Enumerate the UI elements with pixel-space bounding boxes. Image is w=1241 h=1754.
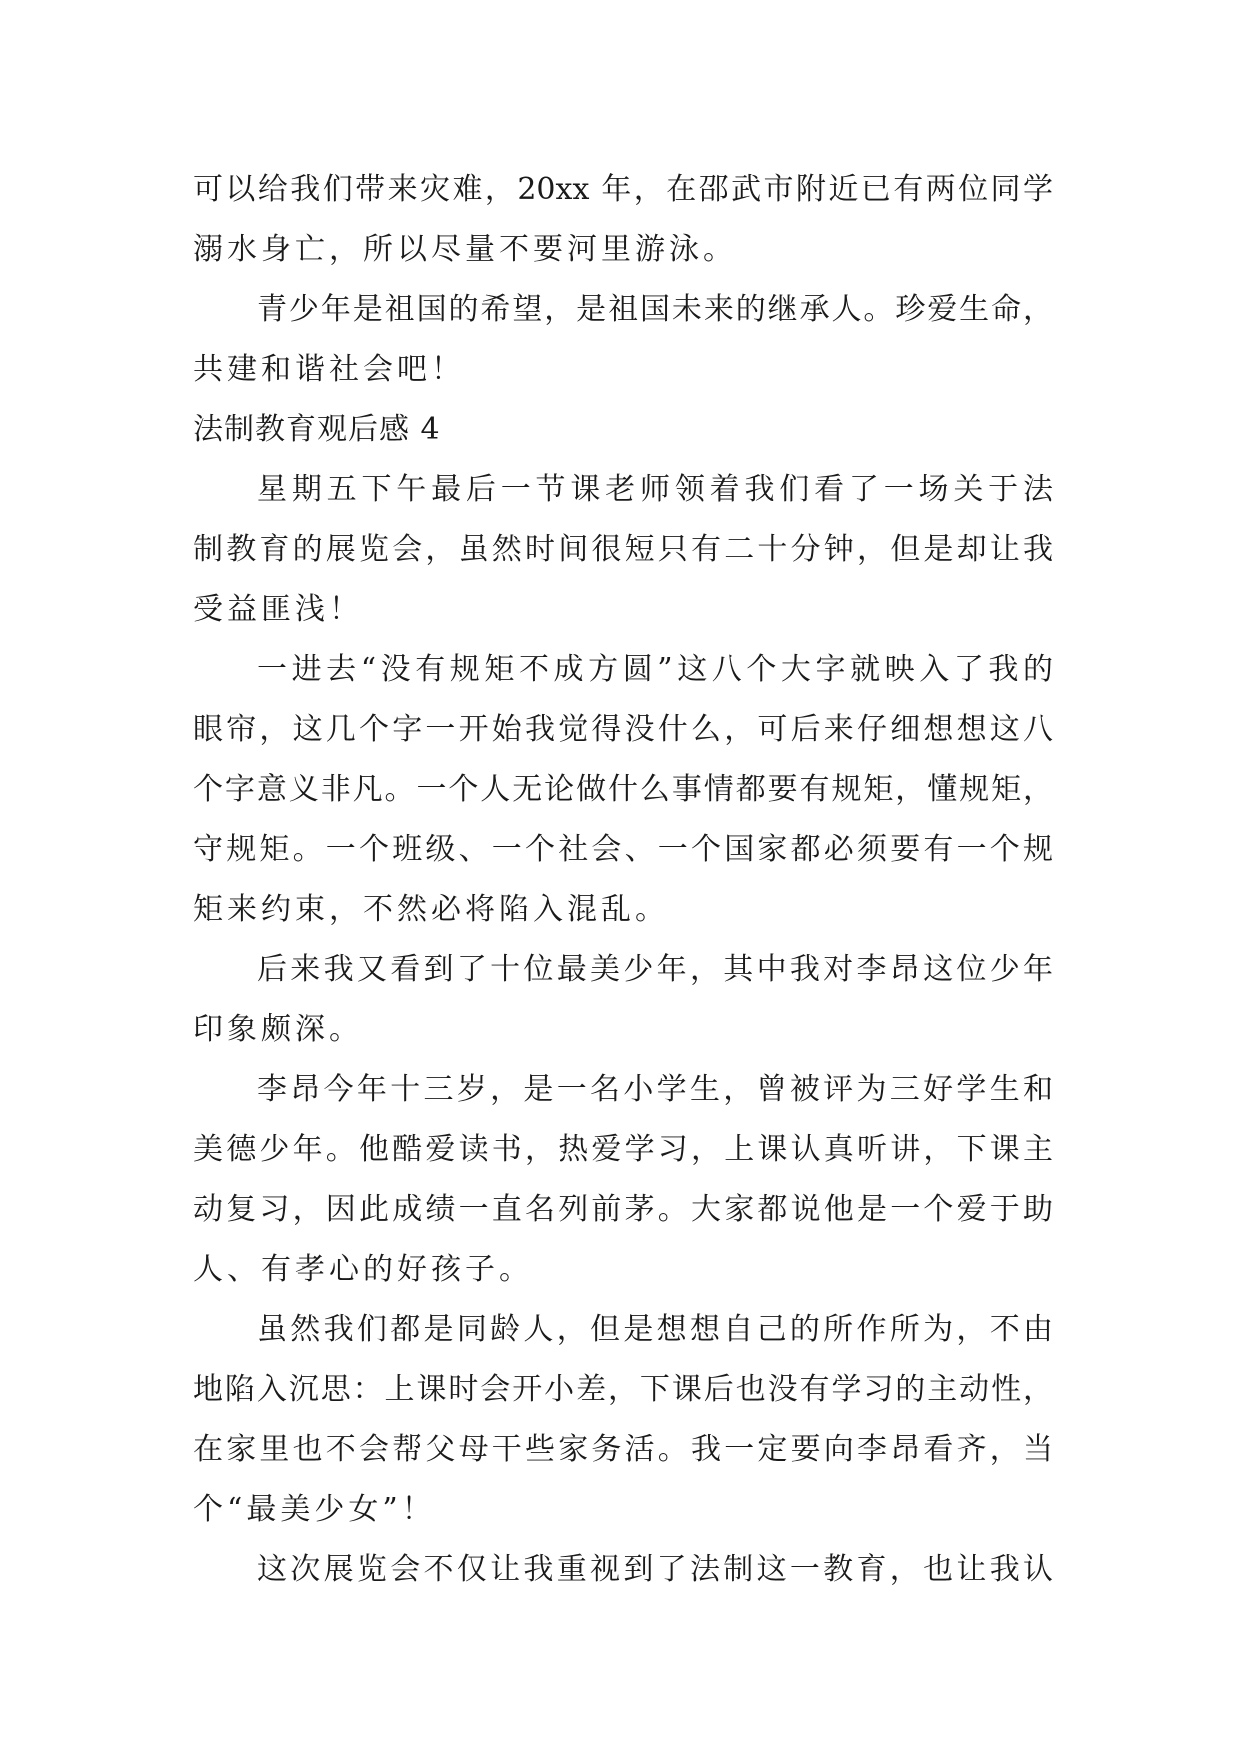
text-line: 制教育的展览会，虽然时间很短只有二十分钟，但是却让我 (193, 532, 1053, 567)
text-line: 矩来约束，不然必将陷入混乱。 (193, 892, 669, 927)
paragraph-first-line: 虽然我们都是同龄人，但是想想自己的所作所为，不由 (257, 1312, 1053, 1347)
document-body (193, 160, 1053, 1600)
text-line: 守规矩。一个班级、一个社会、一个国家都必须要有一个规 (193, 832, 1053, 867)
text-line: 在家里也不会帮父母干些家务活。我一定要向李昂看齐，当 (193, 1432, 1053, 1467)
text-line: 动复习，因此成绩一直名列前茅。大家都说他是一个爱于助 (193, 1192, 1053, 1227)
text-line: 眼帘，这几个字一开始我觉得没什么，可后来仔细想想这八 (193, 712, 1053, 747)
text-line: 共建和谐社会吧！ (193, 352, 465, 387)
paragraph-first-line: 这次展览会不仅让我重视到了法制这一教育，也让我认 (257, 1552, 1053, 1587)
text-line: 印象颇深。 (193, 1012, 363, 1047)
section-heading: 法制教育观后感 4 (193, 412, 441, 447)
text-line: 地陷入沉思：上课时会开小差，下课后也没有学习的主动性， (193, 1372, 1053, 1407)
text-line: 可以给我们带来灾难，20xx 年，在邵武市附近已有两位同学 (193, 172, 1053, 207)
text-line: 个字意义非凡。一个人无论做什么事情都要有规矩，懂规矩， (193, 772, 1053, 807)
paragraph-first-line: 青少年是祖国的希望，是祖国未来的继承人。珍爱生命， (257, 292, 1053, 327)
text-line: 受益匪浅！ (193, 592, 363, 627)
paragraph-first-line: 一进去“没有规矩不成方圆”这八个大字就映入了我的 (257, 652, 1053, 687)
text-line: 美德少年。他酷爱读书，热爱学习，上课认真听讲，下课主 (193, 1132, 1053, 1167)
text-line: 人、有孝心的好孩子。 (193, 1252, 533, 1287)
paragraph-first-line: 李昂今年十三岁，是一名小学生，曾被评为三好学生和 (257, 1072, 1053, 1107)
paragraph-first-line: 星期五下午最后一节课老师领着我们看了一场关于法 (257, 472, 1053, 507)
text-line: 个“最美少女”！ (193, 1492, 436, 1527)
paragraph-first-line: 后来我又看到了十位最美少年，其中我对李昂这位少年 (257, 952, 1053, 987)
text-line: 溺水身亡，所以尽量不要河里游泳。 (193, 232, 737, 267)
